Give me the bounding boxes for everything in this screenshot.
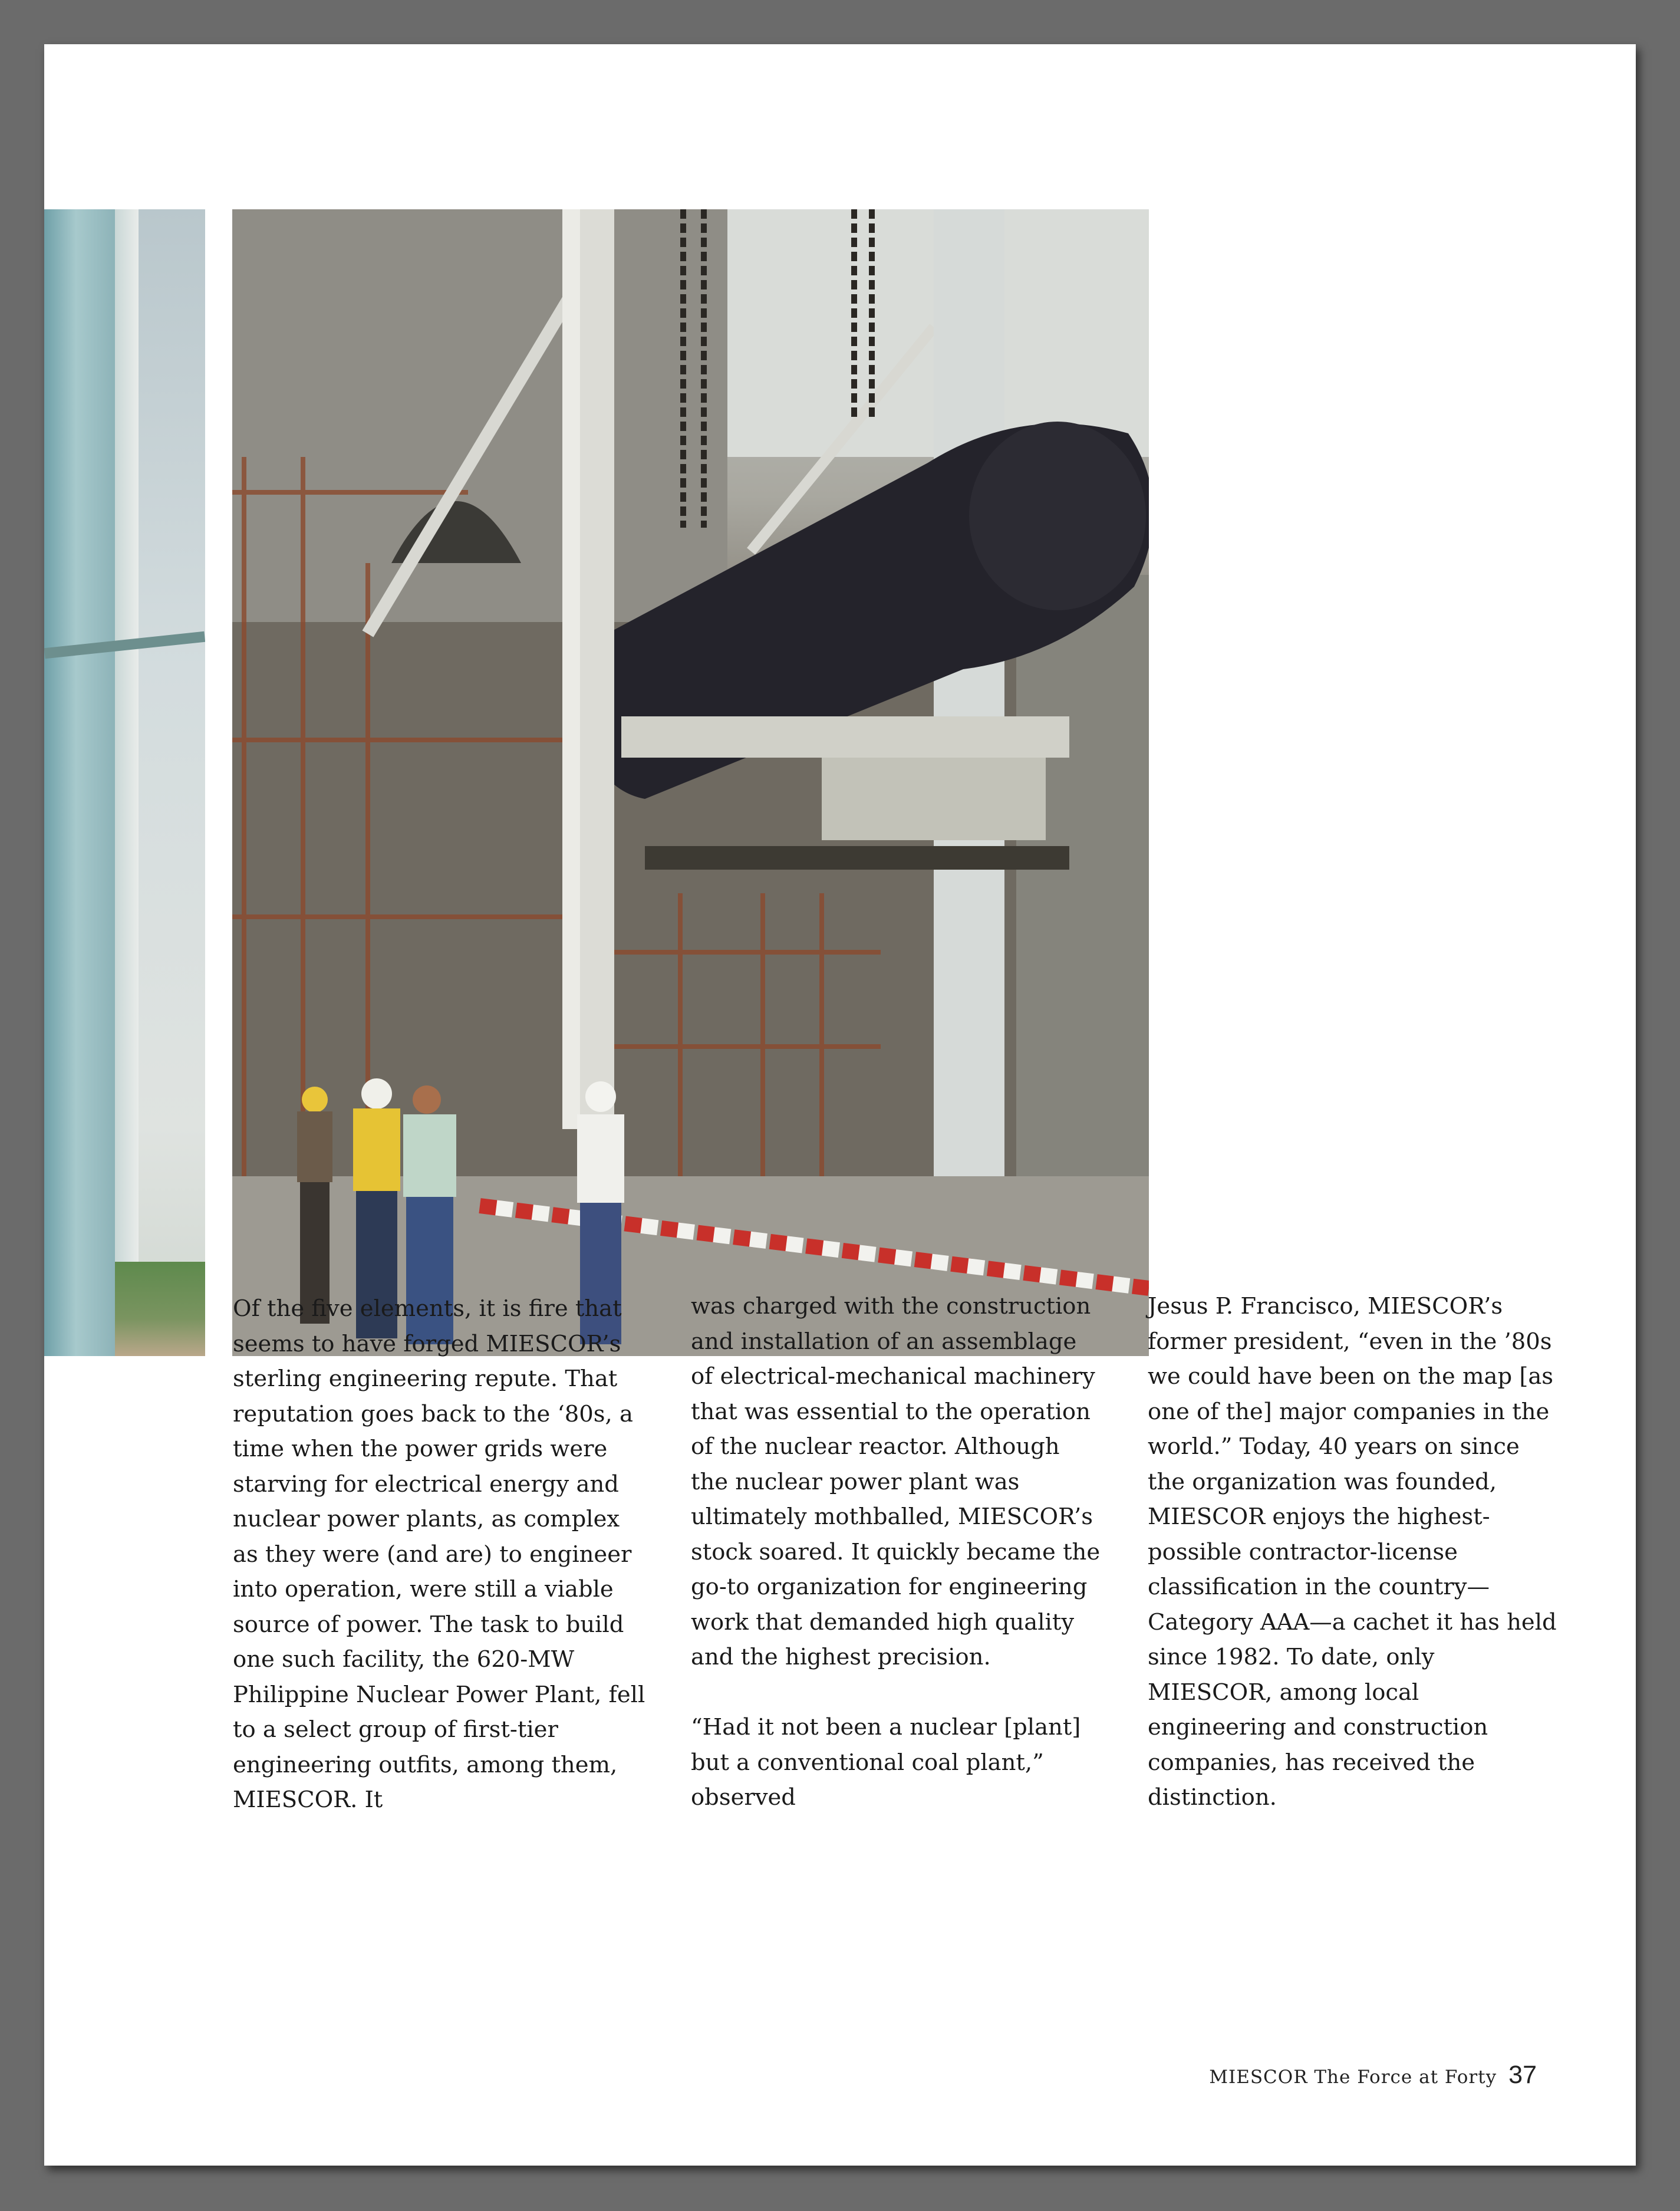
body-column-1 <box>233 1291 645 1818</box>
running-title: MIESCOR The Force at Forty <box>1209 2067 1497 2088</box>
page-number: 37 <box>1508 2061 1537 2089</box>
paragraph: Jesus P. Francisco, MIESCOR’s former president, “even in the ’80s we could have been on the map [as one of the] major companies in the world.” Today, 40 years on since the organization was founded, MIESCOR enjoys the highest-possible contractor-license classification in the country—Category AAA—a cachet it has held since 1982. To date, only MIESCOR, among local engineering and construction companies, has received the distinction. <box>1148 1293 1557 1811</box>
utility-pole <box>44 209 115 1356</box>
paragraph: “Had it not been a nuclear [plant] but a conventional coal plant,” observed <box>691 1714 1081 1811</box>
page-footer <box>1209 2061 1537 2090</box>
document-page <box>44 44 1636 2166</box>
body-column-2 <box>691 1289 1103 1815</box>
nuclear-plant-construction-photo <box>232 209 1149 1356</box>
paragraph: Of the five elements, it is fire that seems to have forged MIESCOR’s sterling engineering repute. That reputation goes back to the ‘80s, a time when the power grids were starving for electrical energy and nuclear power plants, as complex as they were (and are) to engineer into operation, were still a viable source of power. The task to build one such facility, the 620-MW Philippine Nuclear Power Plant, fell to a select group of first-tier engineering outfits, among them, MIESCOR. It <box>233 1295 645 1813</box>
paragraph: was charged with the construction and installation of an assemblage of electrical-mechanical machinery that was essential to the operation of the nuclear reactor. Although the nuclear power plant was ultimately mothballed, MIESCOR’s stock soared. It quickly became the go-to organization for engineering work that demanded high quality and the highest precision. <box>691 1293 1101 1670</box>
construction-scene <box>232 209 1149 1356</box>
power-line-photo <box>44 209 205 1356</box>
body-column-3 <box>1148 1289 1560 1815</box>
